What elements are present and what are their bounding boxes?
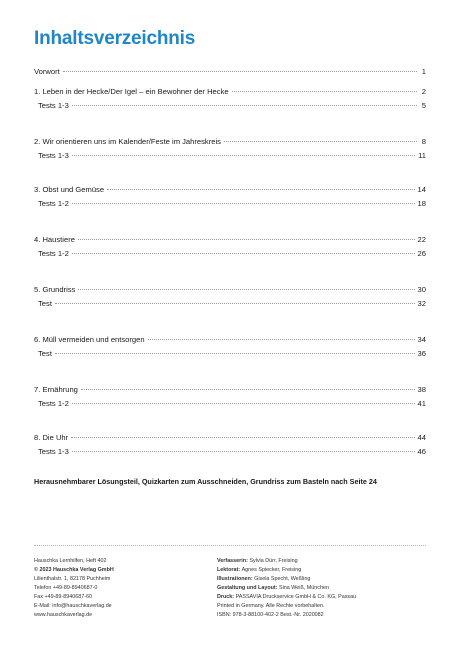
toc-label: 8. Die Uhr [34, 433, 69, 442]
toc-subentry [38, 398, 426, 410]
toc-label: Tests 1-3 [38, 151, 69, 160]
toc-subentry [38, 348, 426, 360]
toc-page-number: 18 [417, 199, 426, 208]
page-title: Inhaltsverzeichnis [34, 28, 196, 49]
toc-entry [34, 234, 426, 246]
toc-label: 4. Haustiere [34, 235, 75, 244]
toc-label: 3. Obst und Gemüse [34, 185, 105, 194]
toc-entry [34, 384, 426, 396]
imprint-publisher [34, 557, 204, 620]
toc-label: Vorwort [34, 67, 60, 76]
toc-page-number: 2 [421, 87, 426, 96]
imprint-credit-key: Druck: [217, 594, 236, 600]
imprint-credit-key: Verfasserin: [217, 558, 250, 564]
dot-leader [232, 91, 417, 92]
imprint-credit-line [217, 584, 432, 593]
imprint-credit-value: Printed in Germany. Alle Rechte vorbehalten. [217, 603, 325, 609]
dot-leader [55, 303, 415, 304]
toc-entry [34, 66, 426, 78]
toc-label: 6. Müll vermeiden und entsorgen [34, 335, 145, 344]
imprint-credit-value: Agnes Spiecker, Freising [241, 567, 302, 573]
toc-page-number: 36 [417, 349, 426, 358]
imprint-line: Hauschka Lernhilfen, Heft 402 [34, 558, 107, 564]
toc-label: Tests 1-3 [38, 101, 69, 110]
toc-subentry [38, 446, 426, 458]
toc-label: 5. Grundriss [34, 285, 76, 294]
imprint-line: E-Mail: info@hauschkaverlag.de [34, 603, 112, 609]
imprint-credit-value: Sylvia Dürr, Freising [249, 558, 298, 564]
dot-leader [72, 203, 415, 204]
toc-label: 7. Ernährung [34, 385, 78, 394]
toc-entry [34, 432, 426, 444]
toc-label: 2. Wir orientieren uns im Kalender/Feste im Jahreskreis [34, 137, 221, 146]
imprint-line: © 2023 Hauschka Verlag GmbH [34, 567, 114, 573]
dot-leader [72, 155, 415, 156]
imprint-credit-line [217, 575, 432, 584]
toc-page-number: 5 [421, 101, 426, 110]
toc-subentry [38, 100, 426, 112]
imprint-line: Fax +49-89-8940687-60 [34, 594, 92, 600]
toc-label: Test [38, 299, 52, 308]
imprint-line: www.hauschkaverlag.de [34, 612, 93, 618]
dot-leader [72, 105, 417, 106]
imprint-credit-line [217, 611, 432, 620]
imprint-line: Lilienthalstr. 1, 82178 Puchheim [34, 576, 111, 582]
toc-entry [34, 334, 426, 346]
toc-page-number: 44 [417, 433, 426, 442]
toc-page-number: 1 [421, 67, 426, 76]
imprint-line: Telefon +49-89-8940687-0 [34, 585, 98, 591]
imprint-credits [217, 557, 432, 620]
toc-subentry [38, 150, 426, 162]
toc-subentry [38, 248, 426, 260]
toc-page-number: 32 [417, 299, 426, 308]
toc-page-number: 26 [417, 249, 426, 258]
imprint-credit-line [217, 557, 432, 566]
imprint-credit-value: Sina Weiß, München [279, 585, 329, 591]
toc-entry [34, 136, 426, 148]
dot-leader [72, 403, 415, 404]
toc-subentry [38, 298, 426, 310]
toc-page-number: 8 [421, 137, 426, 146]
imprint-credit-value: ISBN: 978-3-88100-402-2 Best.-Nr. 2020082 [217, 612, 324, 618]
dot-leader [78, 289, 414, 290]
dot-leader [78, 239, 415, 240]
imprint-credit-key: Lektorat: [217, 567, 242, 573]
toc-page-number: 30 [417, 285, 426, 294]
insert-note: Herausnehmbarer Lösungsteil, Quizkarten zum Ausschneiden, Grundriss zum Basteln nach Seite 24 [34, 477, 377, 486]
toc-label: Tests 1-2 [38, 399, 69, 408]
imprint-credit-key: Illustrationen: [217, 576, 255, 582]
imprint-credit-key: Gestaltung und Layout: [217, 585, 279, 591]
imprint-credit-value: PASSAVIA Druckservice GmbH & Co. KG, Passau [235, 594, 357, 600]
toc-label: Tests 1-2 [38, 249, 69, 258]
toc-page-number: 41 [417, 399, 426, 408]
imprint-credit-line [217, 566, 432, 575]
dot-leader [107, 189, 414, 190]
toc-page-number: 11 [418, 151, 426, 160]
toc-entry [34, 284, 426, 296]
imprint-credit-line [217, 593, 432, 602]
toc-page-number: 14 [417, 185, 426, 194]
toc-page-number: 38 [417, 385, 426, 394]
toc-entry [34, 184, 426, 196]
dot-leader [72, 451, 415, 452]
dot-leader [224, 141, 417, 142]
toc-label: 1. Leben in der Hecke/Der Igel – ein Bewohner der Hecke [34, 87, 229, 96]
toc-page-number: 46 [417, 447, 426, 456]
toc-label: Tests 1-2 [38, 199, 69, 208]
dot-leader [55, 353, 415, 354]
dot-leader [72, 253, 415, 254]
dot-leader [63, 71, 417, 72]
divider [34, 545, 426, 546]
toc-entry [34, 86, 426, 98]
dot-leader [71, 437, 414, 438]
dot-leader [81, 389, 415, 390]
toc-label: Tests 1-3 [38, 447, 69, 456]
toc-page-number: 34 [417, 335, 426, 344]
imprint-credit-value: Gisela Specht, Weßling [254, 576, 311, 582]
toc-subentry [38, 198, 426, 210]
toc-label: Test [38, 349, 52, 358]
toc-page-number: 22 [417, 235, 426, 244]
imprint-credit-line [217, 602, 432, 611]
dot-leader [148, 339, 415, 340]
